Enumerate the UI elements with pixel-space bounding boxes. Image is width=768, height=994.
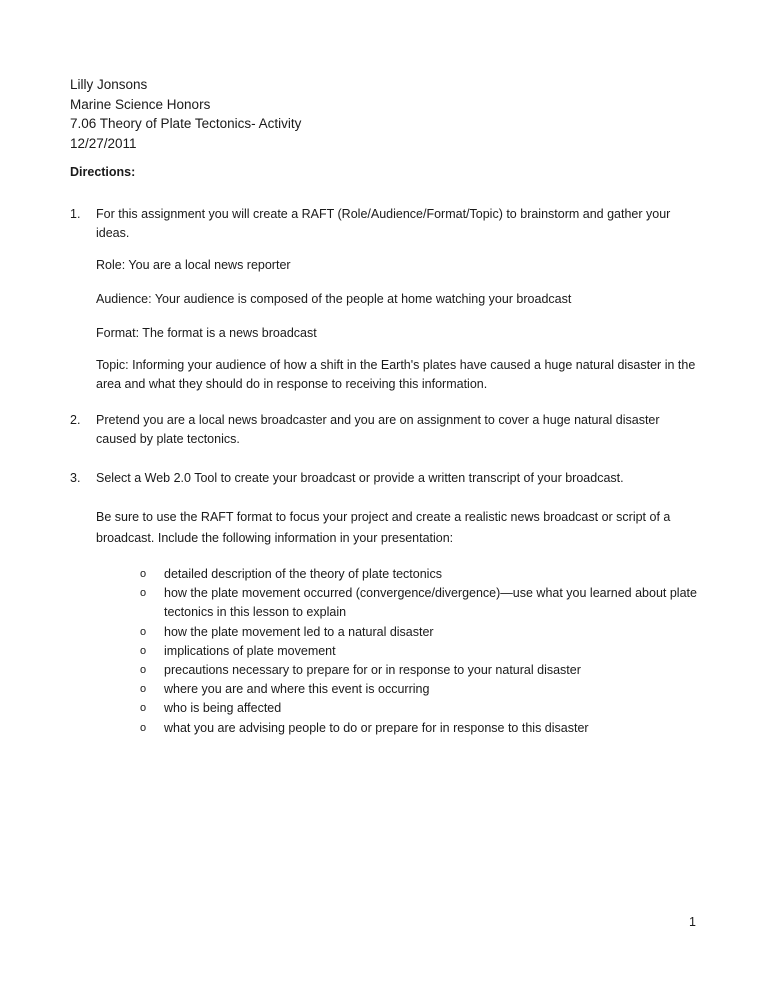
student-name: Lilly Jonsons [70,77,148,92]
item-number: 1. [70,207,81,221]
list-item-text: precautions necessary to prepare for or in response to your natural disaster [164,663,581,678]
bullet-marker: o [140,587,147,600]
list-item-text: detailed description of the theory of plate tectonics [164,567,442,581]
item-text: Pretend you are a local news broadcaster and you are on assignment to cover a huge natural disaster caused by plate tectonics. [96,413,660,446]
item-text: For this assignment you will create a RAFT (Role/Audience/Format/Topic) to brainstorm and gather your ideas. [96,207,671,240]
list-item [140,719,700,738]
course-name: Marine Science Honors [70,96,211,112]
bullet-marker: o [140,721,147,734]
bullet-marker: o [140,664,147,677]
list-item-text: who is being affected [164,701,282,716]
numbered-item-1 [70,205,700,243]
list-item [140,661,700,680]
item-number: 3. [70,471,81,485]
list-item [140,642,700,661]
assignment-title: 7.06 Theory of Plate Tectonics- Activity [70,116,302,131]
bullet-marker: o [140,625,147,638]
list-item-text: how the plate movement led to a natural disaster [164,624,434,639]
raft-format: Format: The format is a news broadcast [96,326,317,340]
bullet-marker: o [140,644,147,657]
directions-heading: Directions: [70,165,136,179]
bullet-marker: o [140,683,147,696]
raft-topic: Topic: Informing your audience of how a shift in the Earth's plates have caused a huge natural disaster in the area and what they should do in response to receiving this information. [96,358,696,391]
raft-instruction: Be sure to use the RAFT format to focus your project and create a realistic news broadcast or script of a broadcast. Include the following information in your presentation: [96,510,671,545]
document-header [70,75,301,153]
list-item-text: what you are advising people to do or prepare for in response to this disaster [164,720,589,735]
raft-audience: Audience: Your audience is composed of the people at home watching your broadcast [96,292,572,306]
list-item [140,680,700,699]
list-item-text: how the plate movement occurred (convergence/divergence)—use what you learned about plate tectonics in this lesson to explain [164,586,697,620]
list-item [140,699,700,718]
numbered-item-3 [70,469,700,488]
raft-role: Role: You are a local news reporter [96,258,291,272]
list-item [140,565,700,584]
page-number: 1 [689,915,696,929]
list-item [140,584,700,622]
list-item-text: where you are and where this event is occurring [164,682,430,697]
requirements-list [140,565,700,738]
list-item [140,623,700,642]
list-item-text: implications of plate movement [164,643,336,658]
item-text: Select a Web 2.0 Tool to create your broadcast or provide a written transcript of your broadcast. [96,471,624,485]
numbered-item-2 [70,411,700,449]
item-number: 2. [70,413,81,427]
assignment-date: 12/27/2011 [70,135,137,151]
bullet-marker: o [140,568,147,580]
bullet-marker: o [140,702,147,715]
